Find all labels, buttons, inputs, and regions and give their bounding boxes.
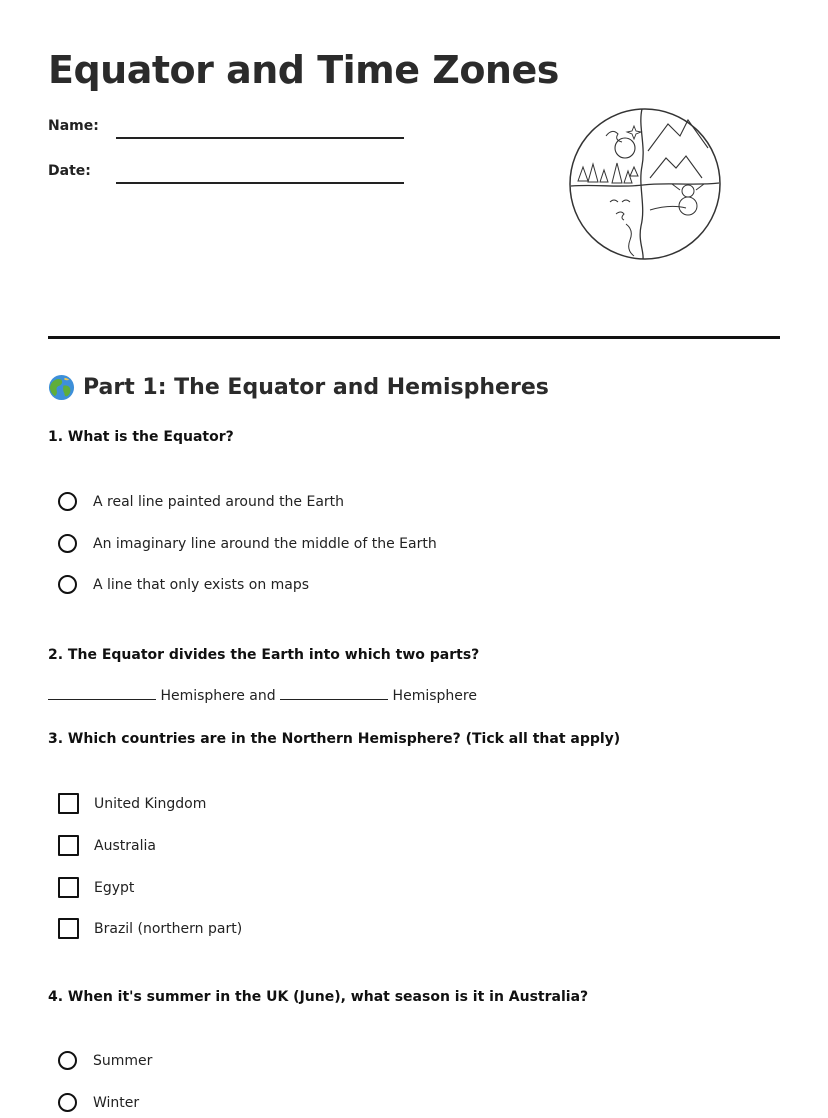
question-4: 4. When it's summer in the UK (June), what season is it in Australia? xyxy=(48,989,589,1005)
q1-option-3[interactable] xyxy=(58,575,309,594)
q1-option-2-label: An imaginary line around the middle of the Earth xyxy=(93,535,437,552)
q4-option-1[interactable] xyxy=(58,1051,152,1070)
question-1: 1. What is the Equator? xyxy=(48,429,234,445)
q1-option-3-label: A line that only exists on maps xyxy=(93,576,310,593)
question-3: 3. Which countries are in the Northern Hemisphere? (Tick all that apply) xyxy=(48,731,621,747)
page-title: Equator and Time Zones xyxy=(48,48,559,92)
q3-option-2-label: Australia xyxy=(94,837,156,854)
q2-fill-end: Hemisphere xyxy=(392,688,477,704)
q3-option-3-label: Egypt xyxy=(94,879,135,896)
name-label: Name: xyxy=(48,118,99,134)
q4-option-2[interactable] xyxy=(58,1093,139,1112)
radio-button[interactable] xyxy=(58,1093,77,1112)
q3-option-4-label: Brazil (northern part) xyxy=(94,920,243,937)
checkbox[interactable] xyxy=(58,793,79,814)
checkbox[interactable] xyxy=(58,877,79,898)
section-divider xyxy=(48,336,780,339)
date-label: Date: xyxy=(48,163,91,179)
checkbox[interactable] xyxy=(58,918,79,939)
radio-button[interactable] xyxy=(58,575,77,594)
q3-option-4[interactable] xyxy=(58,918,242,939)
q2-fill-mid: Hemisphere and xyxy=(160,688,276,704)
name-field[interactable] xyxy=(116,137,404,139)
date-field[interactable] xyxy=(116,182,404,184)
q1-option-1[interactable] xyxy=(58,492,344,511)
part1-title: Part 1: The Equator and Hemispheres xyxy=(83,375,549,400)
q3-option-2[interactable] xyxy=(58,835,156,856)
question-2: 2. The Equator divides the Earth into which two parts? xyxy=(48,647,480,663)
q3-option-1-label: United Kingdom xyxy=(94,795,207,812)
seasons-globe-illustration xyxy=(568,106,722,262)
checkbox[interactable] xyxy=(58,835,79,856)
radio-button[interactable] xyxy=(58,534,77,553)
q2-blank-1[interactable] xyxy=(48,698,156,700)
q3-option-1[interactable] xyxy=(58,793,206,814)
q4-option-1-label: Summer xyxy=(93,1052,153,1069)
q4-option-2-label: Winter xyxy=(93,1094,140,1111)
q2-fill-in xyxy=(48,688,477,704)
q1-option-1-label: A real line painted around the Earth xyxy=(93,493,345,510)
globe-icon xyxy=(48,374,75,401)
q2-blank-2[interactable] xyxy=(280,698,388,700)
part1-heading xyxy=(48,374,549,401)
radio-button[interactable] xyxy=(58,1051,77,1070)
worksheet-page xyxy=(48,0,780,1118)
radio-button[interactable] xyxy=(58,492,77,511)
q3-option-3[interactable] xyxy=(58,877,134,898)
q1-option-2[interactable] xyxy=(58,534,437,553)
